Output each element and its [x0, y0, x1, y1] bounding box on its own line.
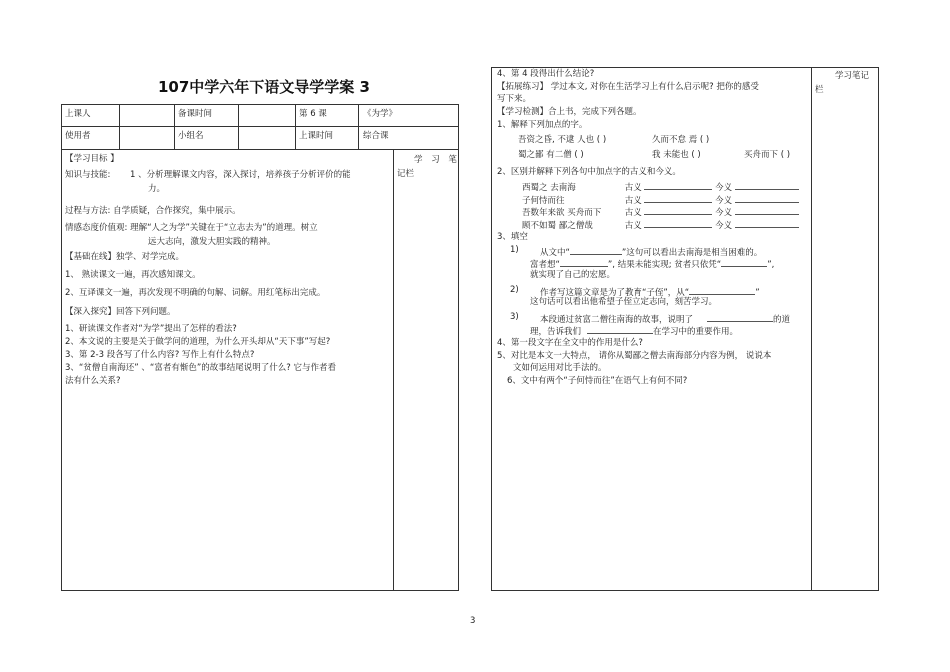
header-row-divider-2 [61, 149, 459, 150]
phrase-text: 顾不如蜀 鄙之僧哉 [522, 221, 593, 231]
gu-label: 古义 [624, 196, 642, 206]
word-explain-item: 久而不怠 焉 ( ) [652, 135, 710, 145]
answer-blank[interactable] [587, 325, 653, 334]
header-cell: 上课人 [65, 109, 91, 119]
header-cell: 综合课 [363, 131, 389, 141]
gu-label: 古义 [624, 208, 642, 218]
fill-text: 在学习中的重要作用。 [653, 327, 739, 337]
test-item: 文如何运用对比手法的。 [513, 363, 607, 373]
header-cell: 使用者 [65, 131, 91, 141]
fill-text: 本段通过贫富二僧往南海的故事，说明了 [540, 315, 694, 325]
fill-text: 的道 [773, 315, 791, 325]
test-item: 6、文中有两个“子何恃而往”在语气上有何不同? [507, 376, 688, 386]
right-note-label: 栏 [815, 85, 824, 95]
fill-line [530, 325, 738, 338]
header-row-divider-1 [61, 126, 459, 127]
answer-blank[interactable] [735, 194, 799, 203]
answer-blank[interactable] [735, 206, 799, 215]
phrase-text: 西蜀之 去南海 [522, 183, 576, 193]
explore-question: 2、本文说的主要是关于做学问的道理，为什么开头却从“天下事”写起? [65, 337, 331, 347]
answer-blank[interactable] [644, 181, 712, 190]
fill-text: ”, [767, 260, 775, 270]
header-col-divider-5 [358, 104, 359, 149]
word-explain-item: 蜀之鄙 有二僧 ( ) [518, 150, 584, 160]
fill-text: ”这句可以看出去南海是相当困难的。 [621, 248, 763, 258]
header-cell: 上课时间 [299, 131, 334, 141]
ancient-modern-row [522, 206, 799, 219]
test-item: 1、解释下列加点的字。 [497, 120, 588, 130]
answer-blank[interactable] [644, 194, 712, 203]
answer-blank[interactable] [560, 258, 608, 267]
goal-knowledge-text: 力。 [148, 184, 166, 194]
side-note-label: 学 习 笔 [414, 155, 460, 165]
gu-label: 古义 [624, 183, 642, 193]
fill-text: 就实现了自己的宏愿。 [530, 270, 616, 280]
header-cell: 备课时间 [178, 109, 213, 119]
phrase-text: 子何恃而往 [522, 196, 565, 206]
explore-heading: 【深入探究】回答下列问题。 [65, 307, 176, 317]
fill-text: 作者写这篇文章是为了教育“子侄”，从“ [540, 288, 690, 298]
fill-number: 1) [510, 245, 519, 255]
answer-blank[interactable] [735, 219, 799, 228]
header-col-divider-3 [238, 104, 239, 149]
answer-blank[interactable] [735, 181, 799, 190]
page-title: 107中学六年下语文导学学案 3 [158, 78, 370, 96]
right-notes-column-divider [811, 67, 812, 591]
jin-label: 今义 [715, 196, 733, 206]
basic-heading: 【基础在线】独学、对学完成。 [65, 252, 185, 262]
basic-item: 1、 熟读课文一遍，再次感知课文。 [65, 270, 201, 280]
right-note-label: 学习笔记 [835, 71, 870, 81]
test-item: 2、区别并解释下列各句中加点字的古义和今义。 [497, 167, 681, 177]
fill-number: 3) [510, 312, 519, 322]
extension-text: 写下来。 [497, 94, 532, 104]
jin-label: 今义 [715, 208, 733, 218]
page-number: 3 [470, 616, 476, 626]
side-note-label: 记栏 [397, 169, 415, 179]
word-explain-item: 买舟而下 ( ) [744, 150, 791, 160]
fill-text: 理，告诉我们 [530, 327, 582, 337]
notes-column-divider [393, 149, 394, 591]
header-cell: 第 6 课 [299, 109, 327, 119]
fill-line [540, 246, 762, 259]
answer-blank[interactable] [689, 286, 755, 295]
jin-label: 今义 [715, 221, 733, 231]
explore-question: 3、“贫僧自南海还” 、“富者有惭色”的故事结尾说明了什么? 它与作者看 [65, 363, 336, 373]
explore-question: 法有什么关系? [65, 376, 121, 386]
basic-item: 2、互译课文一遍，再次发现不明确的句解、词解。用红笔标出完成。 [65, 288, 326, 298]
ancient-modern-row [522, 194, 799, 207]
fill-number: 2) [510, 285, 519, 295]
fill-text: 这句话可以看出他希望子侄立定志向，刻苦学习。 [530, 297, 718, 307]
jin-label: 今义 [715, 183, 733, 193]
ancient-modern-row [522, 181, 799, 194]
header-cell: 《为学》 [363, 109, 398, 119]
goal-knowledge-text: 1 、分析理解课文内容，深入探讨，培养孩子分析评价的能 [130, 170, 351, 180]
explore-question: 3、第 2-3 段各写了什么内容? 写作上有什么特点? [65, 350, 255, 360]
goal-knowledge-label: 知识与技能: [65, 170, 111, 180]
goal-attitude-text: 远大志向，激发大胆实践的精神。 [148, 237, 276, 247]
header-cell: 小组名 [178, 131, 204, 141]
fill-line [540, 313, 790, 326]
phrase-text: 吾数年来欲 买舟而下 [522, 208, 602, 218]
goals-heading: 【学习目标 】 [65, 154, 119, 164]
test-item: 4、第一段文字在全文中的作用是什么? [497, 338, 643, 348]
fill-text: 从文中“ [540, 248, 570, 258]
ancient-modern-row [522, 219, 799, 232]
test-heading: 【学习检测】合上书，完成下列各题。 [497, 107, 642, 117]
answer-blank[interactable] [721, 258, 767, 267]
answer-blank[interactable] [644, 219, 712, 228]
header-col-divider-2 [174, 104, 175, 149]
test-item: 5、对比是本文一大特点， 请你从蜀鄙之僧去南海部分内容为例， 说说本 [497, 351, 772, 361]
gu-label: 古义 [624, 221, 642, 231]
answer-blank[interactable] [570, 246, 622, 255]
header-col-divider-1 [119, 104, 120, 149]
header-col-divider-4 [295, 104, 296, 149]
explore-question: 1、研读课文作者对“为学”提出了怎样的看法? [65, 324, 237, 334]
word-explain-item: 吾资之昏, 不逮 人也 ( ) [518, 135, 607, 145]
extension-heading: 【拓展练习】 学过本文, 对你在生活学习上有什么启示呢? 把你的感受 [497, 82, 759, 92]
test-item: 3、填空 [497, 232, 528, 242]
fill-text: ”, 结果未能实现; 贫者只依凭“ [607, 260, 722, 270]
fill-text: 富者想“ [530, 260, 560, 270]
goal-process-text: 过程与方法: 自学质疑，合作探究，集中展示。 [65, 206, 241, 216]
conclusion-question: 4、第 4 段得出什么结论? [497, 69, 595, 79]
word-explain-item: 我 未能也 ( ) [652, 150, 701, 160]
answer-blank[interactable] [707, 313, 773, 322]
fill-line [530, 258, 774, 271]
goal-attitude-text: 情感态度价值观: 理解“人之为学”关键在于“立志去为”的道理。树立 [65, 223, 318, 233]
answer-blank[interactable] [644, 206, 712, 215]
fill-text: ” [755, 288, 760, 298]
